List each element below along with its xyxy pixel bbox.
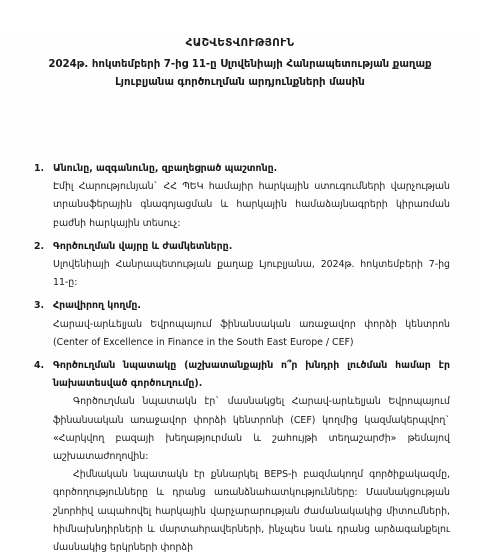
- section-heading-text: Անունը, ազգանունը, զբաղեցրած պաշտոնը.: [53, 163, 278, 174]
- section-4-paragraph-2: Հիմնական նպատակն էր քննարկել BEPS-ի բազմակողմ գործիքակազմը, գործողությունները և դրանց առանձնահատկությունները: Մասնակցության շնորհիվ ապահովել հարկային վարչարարության ժամանակակից միտումների, հիմնախնդիրների և մարտահրավերների, ինչպես նաև դրանց արձագանքելու մասնակից երկրների փորձի: [53, 469, 450, 554]
- section-heading-text: Գործուղման նպատակը (աշխատանքային ո՞ր խնդրի լուծման համար էր նախատեսված գործուղումը).: [53, 360, 450, 390]
- document-page: [0, 36, 480, 554]
- section-3-paragraph: Հարավ-արևելյան Եվրոպայում ֆինանսական առաջավոր փորձի կենտրոն (Center of Excellence in Finance in the South East Europe / CEF): [53, 318, 450, 348]
- title-block: [0, 36, 480, 92]
- section-4-heading: [34, 357, 450, 393]
- section-1-heading: [34, 160, 450, 178]
- section-2-paragraph: Սլովենիայի Հանրապետության քաղաք Լյուբլյանա, 2024թ. հոկտեմբերի 7-ից 11-ը:: [53, 259, 450, 289]
- section-heading-text: Հրավիրող կողմը.: [53, 300, 141, 312]
- section-heading-text: Գործուղման վայրը և ժամկետները.: [53, 240, 233, 252]
- section-1-paragraph: Էմիլ Հարությունյան` ՀՀ ՊԵԿ համայիր հարկային ստուգումների վարչության տրանսֆերային գնագոյացման և հարկային համաձայնագրերի կիրառման բաժնի հարկային տեսուչ:: [53, 181, 450, 229]
- document-body: [34, 160, 450, 557]
- section-3-heading: [34, 297, 450, 315]
- section-number: 4.: [34, 360, 45, 372]
- section-4-paragraph-1: Գործուղման նպատակն էր` մասնակցել Հարավ-արևելյան Եվրոպայում ֆինանսական առաջավոր փորձի կենտրոնի (CEF) կողմից կազմակերպվող` «Հարկվող բազայի խեղաթյուրման և շահույթի տեղաշարժի» թեմայով աշխատաժողովին:: [53, 396, 450, 463]
- document-title: ՀԱՇՎԵՏՎՈՒԹՅՈՒՆ: [185, 37, 295, 49]
- section-2-heading: [34, 238, 450, 256]
- section-number: 3.: [34, 300, 45, 312]
- section-number: 2.: [34, 240, 45, 252]
- document-subtitle: 2024թ. հոկտեմբերի 7-ից 11-ը Սլովենիայի Հանրապետության քաղաք Լյուբլյանա գործուղման արդյունքների մասին: [48, 59, 432, 88]
- section-number: 1.: [34, 163, 45, 174]
